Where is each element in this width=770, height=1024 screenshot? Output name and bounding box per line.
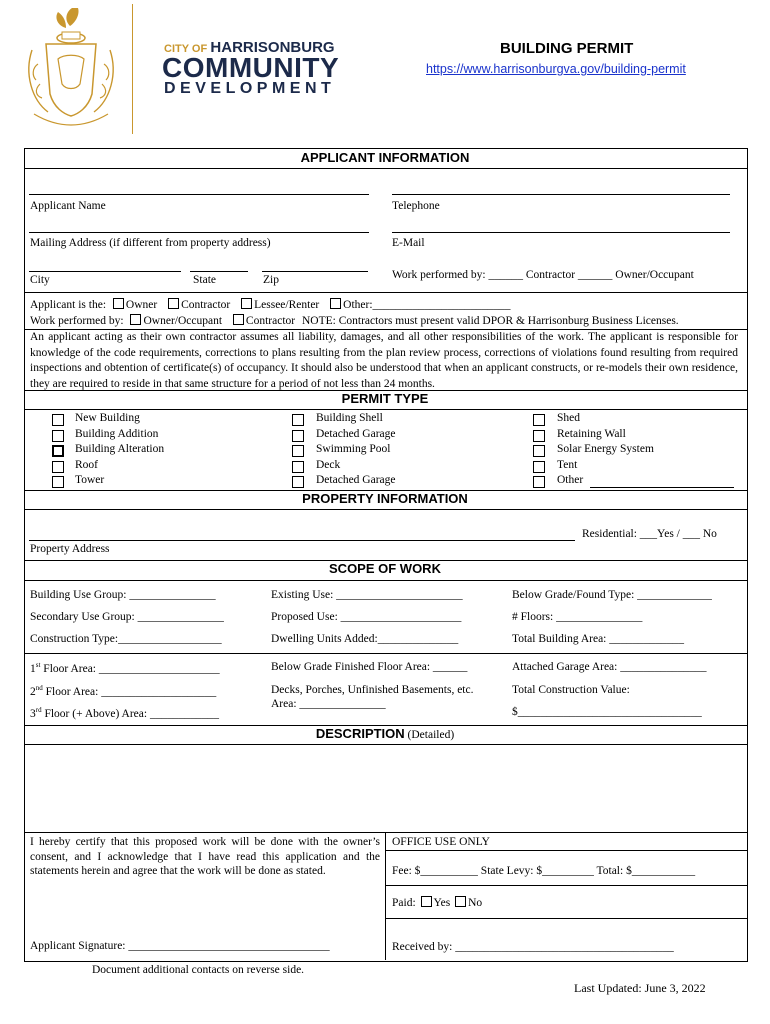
liability-disclaimer: An applicant acting as their own contractor assumes all liability, damages, and all other responsibilities of the work. The applicant is responsible for knowledge of the code requirements, corrections to plans resulting from the plan review process, corrections of violations found resulting from required inspections and obtention of certificate(s) of occupancy. It should also be understood that when an applicant constructs, or re-models their own residence, they are required to reside in that same structure for a period of not less than 24 months.: [30, 331, 738, 390]
permit-solar-energy-system-checkbox[interactable]: [533, 445, 545, 457]
other-label[interactable]: Other:________________________: [343, 299, 511, 311]
paid-yes-label: Yes: [433, 897, 451, 909]
paid-no-label: No: [468, 897, 483, 909]
permit-building-addition-label: Building Addition: [75, 427, 159, 440]
description-heading: DESCRIPTION: [315, 726, 405, 741]
logo-development: DEVELOPMENT: [164, 80, 336, 97]
permit-swimming-pool-checkbox[interactable]: [292, 445, 304, 457]
dwelling-units-field[interactable]: Dwelling Units Added:______________: [271, 633, 459, 645]
work-by-label: Work performed by:: [30, 315, 124, 327]
permit-retaining-wall-label: Retaining Wall: [557, 427, 626, 440]
floor-2-num: 2: [30, 685, 36, 698]
applicant-heading: APPLICANT INFORMATION: [300, 150, 470, 165]
description-detailed: (Detailed): [407, 729, 455, 741]
construction-type-field[interactable]: Construction Type:__________________: [30, 633, 222, 645]
certification-statement: I hereby certify that this proposed work will be done with the owner’s consent, and I acknowledge that I have read this application and the statements herein and agree that the work will be done as stated.: [30, 836, 380, 877]
owner-checkbox[interactable]: [113, 298, 124, 309]
property-address-field[interactable]: [29, 540, 575, 541]
permit-tower-checkbox[interactable]: [52, 476, 64, 488]
applicant-is-label: Applicant is the:: [30, 299, 107, 311]
applicant-name-field[interactable]: [29, 194, 369, 195]
permit-new-building-label: New Building: [75, 412, 140, 424]
zip-label: Zip: [263, 274, 279, 286]
state-label: State: [193, 274, 216, 286]
permit-shed-checkbox[interactable]: [533, 414, 545, 426]
decks-label: Decks, Porches, Unfinished Basements, etc.: [271, 684, 474, 696]
last-updated: Last Updated: June 3, 2022: [574, 981, 706, 995]
telephone-label: Telephone: [392, 200, 440, 212]
permit-retaining-wall-checkbox[interactable]: [533, 430, 545, 442]
below-grade-finished-field[interactable]: Below Grade Finished Floor Area: ______: [271, 661, 468, 673]
page-title: BUILDING PERMIT: [500, 40, 634, 57]
mailing-address-label: Mailing Address (if different from property address): [30, 237, 271, 249]
total-building-area-field[interactable]: Total Building Area: _____________: [512, 633, 685, 645]
permit-detached-garage-checkbox[interactable]: [292, 476, 304, 488]
logo-city-of: CITY OF: [164, 43, 208, 55]
contractor-label: Contractor: [181, 299, 231, 311]
floor-3-area-field[interactable]: [30, 706, 219, 720]
additional-contacts-note: Document additional contacts on reverse side.: [92, 964, 305, 976]
zip-field[interactable]: [262, 271, 368, 272]
floor-1-label: Floor Area: _____________________: [40, 662, 220, 675]
permit-building-shell-label: Building Shell: [316, 412, 383, 424]
paid-yes-checkbox[interactable]: [421, 896, 432, 907]
contractor-2-label: Contractor: [245, 315, 296, 327]
city-seal-logo: [18, 4, 124, 134]
contractor-2-checkbox[interactable]: [233, 314, 244, 325]
floor-1-num: 1: [30, 662, 36, 675]
other-checkbox[interactable]: [330, 298, 341, 309]
permit-new-building-checkbox[interactable]: [52, 414, 64, 426]
received-by-field[interactable]: Received by: ______________________________________: [392, 941, 674, 953]
permit-detached-garage-label: Detached Garage: [316, 427, 396, 440]
building-use-group-field[interactable]: Building Use Group: _______________: [30, 589, 216, 601]
email-label: E-Mail: [392, 237, 425, 249]
permit-roof-label: Roof: [75, 458, 98, 471]
lessee-checkbox[interactable]: [241, 298, 252, 309]
floor-1-sup: st: [35, 661, 41, 669]
permit-detached-garage-label: Detached Garage: [316, 474, 396, 486]
floor-2-label: Floor Area: ____________________: [42, 685, 217, 698]
permit-url-link[interactable]: https://www.harrisonburgva.gov/building-permit: [426, 62, 686, 76]
other-permit-field[interactable]: [590, 487, 734, 488]
floor-3-label: Floor (+ Above) Area: ____________: [41, 707, 219, 720]
permit-detached-garage-checkbox[interactable]: [292, 430, 304, 442]
proposed-use-field[interactable]: Proposed Use: _____________________: [271, 611, 462, 623]
permit-tent-checkbox[interactable]: [533, 461, 545, 473]
total-construction-label: Total Construction Value:: [512, 684, 630, 696]
mailing-address-field[interactable]: [29, 232, 369, 233]
permit-swimming-pool-label: Swimming Pool: [316, 443, 391, 455]
permit-roof-checkbox[interactable]: [52, 461, 64, 473]
secondary-use-field[interactable]: Secondary Use Group: _______________: [30, 611, 224, 623]
permit-building-addition-checkbox[interactable]: [52, 430, 64, 442]
permit-tent-label: Tent: [557, 458, 578, 471]
owner-label: Owner: [125, 299, 158, 311]
logo-community: COMMUNITY: [162, 52, 340, 83]
lessee-label: Lessee/Renter: [254, 299, 320, 311]
floor-3-num: 3: [30, 707, 36, 720]
below-grade-found-field[interactable]: Below Grade/Found Type: _____________: [512, 589, 712, 601]
applicant-name-label: Applicant Name: [30, 200, 106, 212]
paid-label: Paid:: [392, 897, 416, 909]
logo-divider: [132, 4, 133, 134]
scope-heading: SCOPE OF WORK: [329, 561, 441, 576]
city-field[interactable]: [29, 271, 181, 272]
permit-building-alteration-label: Building Alteration: [75, 443, 165, 455]
owner-occupant-checkbox[interactable]: [130, 314, 141, 325]
permit-other-checkbox[interactable]: [533, 476, 545, 488]
attached-garage-field[interactable]: Attached Garage Area: _______________: [512, 661, 707, 673]
permit-tower-label: Tower: [75, 474, 105, 486]
floor-3-sup: rd: [35, 706, 42, 714]
contractor-checkbox[interactable]: [168, 298, 179, 309]
property-heading: PROPERTY INFORMATION: [302, 491, 468, 506]
permit-type-heading: PERMIT TYPE: [341, 391, 429, 406]
residential-yes-no[interactable]: Residential: ___Yes / ___ No: [582, 528, 717, 540]
paid-no-checkbox[interactable]: [455, 896, 466, 907]
description-textarea[interactable]: [26, 746, 744, 830]
contractor-note: NOTE: Contractors must present valid DPOR & Harrisonburg Business Licenses.: [301, 315, 679, 327]
permit-deck-checkbox[interactable]: [292, 461, 304, 473]
permit-building-alteration-checkbox[interactable]: [52, 445, 64, 457]
existing-use-field[interactable]: Existing Use: ______________________: [271, 589, 463, 601]
total-construction-value-field[interactable]: $________________________________: [512, 706, 702, 718]
owner-occupant-label: Owner/Occupant: [143, 315, 223, 327]
email-field[interactable]: [392, 232, 730, 233]
office-use-heading: OFFICE USE ONLY: [392, 836, 490, 848]
permit-shed-label: Shed: [557, 412, 580, 424]
property-address-label: Property Address: [30, 543, 110, 555]
city-label: City: [30, 274, 50, 286]
permit-deck-label: Deck: [316, 458, 341, 471]
logo-city-name: HARRISONBURG: [210, 39, 335, 56]
floor-1-area-field[interactable]: [30, 661, 220, 675]
floors-field[interactable]: # Floors: _______________: [512, 611, 643, 623]
telephone-field[interactable]: [392, 194, 730, 195]
fee-fields[interactable]: Fee: $__________ State Levy: $_________ Total: $___________: [392, 865, 696, 877]
permit-solar-energy-system-label: Solar Energy System: [557, 443, 654, 455]
floor-2-area-field[interactable]: [30, 684, 216, 698]
work-performed-line[interactable]: Work performed by: ______ Contractor ______ Owner/Occupant: [392, 269, 694, 281]
permit-building-shell-checkbox[interactable]: [292, 414, 304, 426]
permit-other-label: Other: [557, 474, 584, 486]
applicant-signature-field[interactable]: Applicant Signature: ___________________________________: [30, 940, 330, 952]
floor-2-sup: nd: [35, 684, 43, 692]
state-field[interactable]: [190, 271, 248, 272]
decks-area-field[interactable]: Area: _______________: [271, 698, 386, 710]
